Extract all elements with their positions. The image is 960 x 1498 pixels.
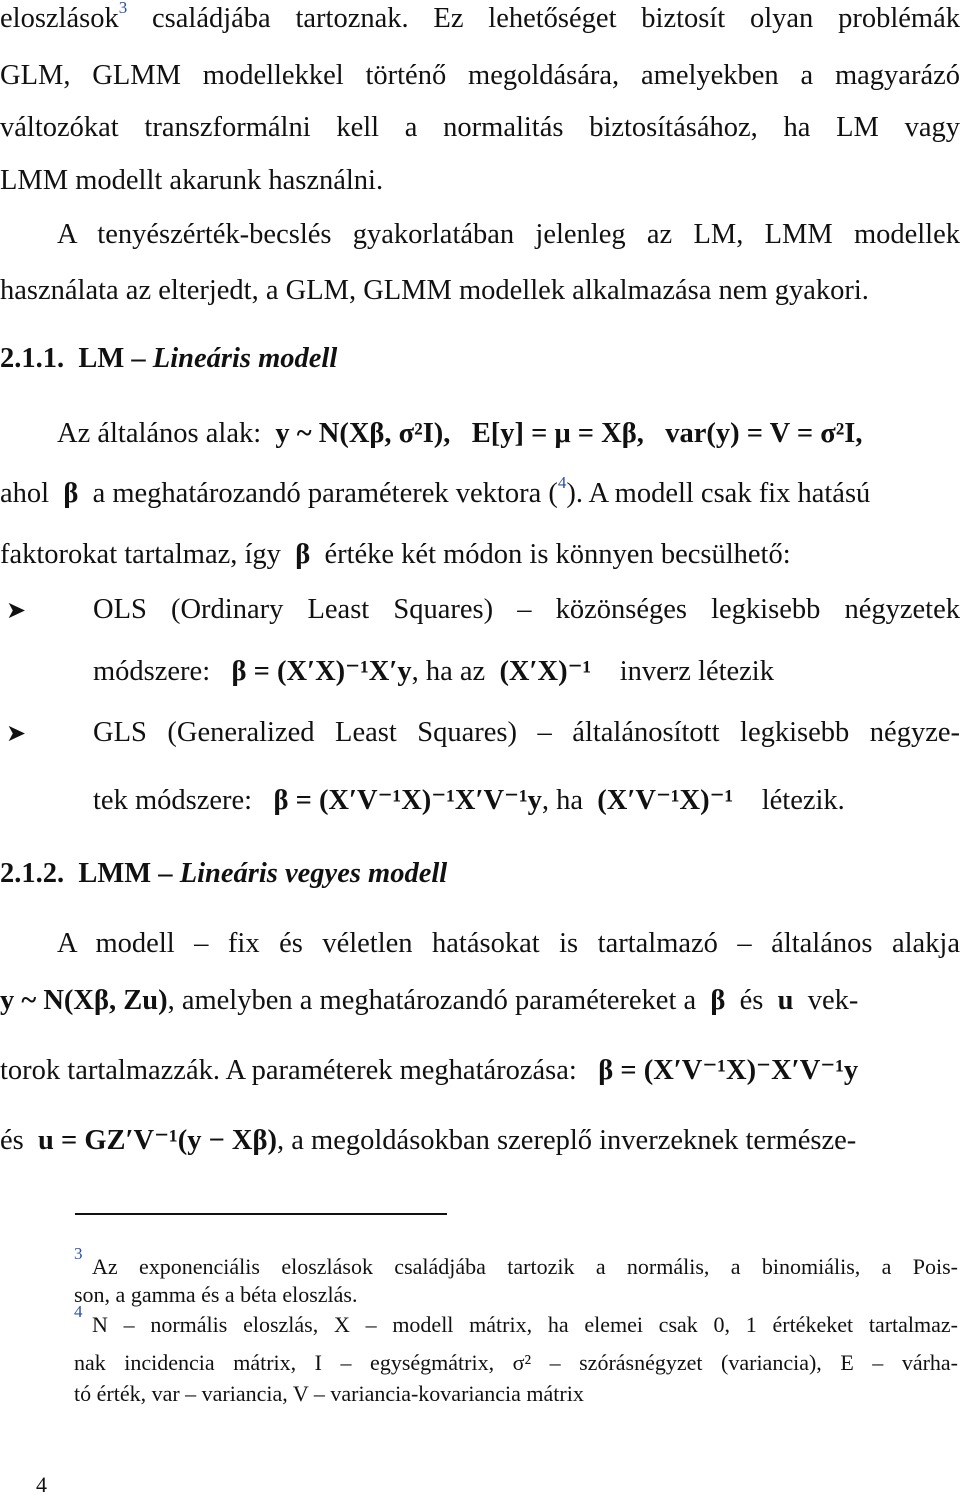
lmm-line2: y ~ N(Xβ, Zu), amelyben a meghatározandó paramétereket a β és u vek- — [0, 985, 859, 1016]
section-heading-lmm: 2.1.2. LMM – Lineáris vegyes modell — [0, 858, 448, 889]
lmm-formula: y ~ N(Xβ, Zu) — [0, 985, 168, 1016]
para1-line1 — [0, 2, 960, 36]
formula-distribution: y ~ N(Xβ, σ²I), — [275, 418, 451, 449]
footnote-4-line3: tó érték, var – variancia, V – variancia-kovariancia mátrix — [74, 1381, 584, 1406]
ols-line: OLS (Ordinary Least Squares) – közönséges legkisebb négyzetek — [93, 594, 960, 625]
para1-line2: GLM, GLMM modellekkel történő megoldására, amelyekben a magyarázó — [0, 60, 960, 91]
gls-formula: β = (X′V⁻¹X)⁻¹X′V⁻¹y — [273, 785, 542, 816]
para1-text: családjába tartoznak. Ez lehetőséget biztosít olyan problémák — [127, 3, 960, 34]
section-heading-lm: 2.1.1. LM – Lineáris modell — [0, 343, 338, 374]
footnote-ref-3[interactable]: 3 — [118, 0, 128, 17]
gls-condition: (X′V⁻¹X)⁻¹ — [597, 785, 734, 816]
footnote-ref-4[interactable]: 4 — [557, 472, 567, 492]
ols-method-line: módszere: β = (X′X)⁻¹X′y, ha az (X′X)⁻¹ inverz létezik — [93, 656, 774, 687]
ols-formula: β = (X′X)⁻¹X′y — [231, 656, 412, 687]
footnote-mark-4: 4 — [74, 1301, 83, 1321]
general-form-label: Az általános alak: — [57, 418, 262, 449]
general-form-line — [57, 417, 960, 451]
para1-line3: változókat transzformálni kell a normalitás biztosításához, ha LM vagy — [0, 112, 960, 143]
para2-line2: használata az elterjedt, a GLM, GLMM modellek alkalmazása nem gyakori. — [0, 275, 869, 306]
para1-text: eloszlások — [0, 3, 119, 34]
footnote-3-line1: Az exponenciális eloszlások családjába tartozik a normális, a binomiális, a Pois- — [92, 1254, 958, 1279]
beta-symbol: β — [710, 985, 726, 1016]
u-estimate-formula: u = GZ′V⁻¹(y − Xβ) — [38, 1125, 278, 1156]
lmm-line1: A modell – fix és véletlen hatásokat is tartalmazó – általános alakja — [57, 928, 960, 959]
ahol-line: ahol β a meghatározandó paraméterek vektora ($^4$). A modell csak fix hatású — [0, 472, 871, 509]
beta-estimate-formula: β = (X′V⁻¹X)⁻X′V⁻¹y — [598, 1055, 859, 1086]
para1-line4: LMM modellt akarunk használni. — [0, 165, 384, 196]
footnote-4 — [74, 1301, 83, 1336]
formula-expectation: E[y] = μ = Xβ, — [471, 418, 644, 449]
bullet-arrow-icon: ➤ — [6, 721, 27, 747]
lmm-line3: torok tartalmazzák. A paraméterek meghatározása: β = (X′V⁻¹X)⁻X′V⁻¹y — [0, 1055, 859, 1086]
u-symbol: u — [777, 985, 794, 1016]
footnote-mark-3: 3 — [74, 1243, 83, 1263]
formula-variance: var(y) = V = σ²I, — [665, 418, 863, 449]
gls-method-line: tek módszere: β = (X′V⁻¹X)⁻¹X′V⁻¹y, ha (X′V⁻¹X)⁻¹ létezik. — [93, 785, 845, 816]
faktorokat-line: faktorokat tartalmaz, így β értéke két módon is könnyen becsülhető: — [0, 539, 791, 570]
footnote-3-line2: son, a gamma és a béta eloszlás. — [74, 1282, 358, 1307]
para2-line1: A tenyészérték-becslés gyakorlatában jelenleg az LM, LMM modellek — [57, 219, 960, 250]
beta-symbol: β — [63, 478, 79, 509]
bullet-arrow-icon: ➤ — [6, 598, 27, 624]
beta-symbol: β — [295, 539, 311, 570]
footnote-3 — [74, 1243, 83, 1278]
footnote-4-line1: N – normális eloszlás, X – modell mátrix, ha elemei csak 0, 1 értékeket tartalmaz- — [92, 1312, 958, 1337]
page-number: 4 — [36, 1472, 47, 1497]
footnote-4-line2: nak incidencia mátrix, I – egységmátrix, σ² – szórásnégyzet (variancia), E – várha- — [74, 1350, 958, 1375]
lmm-line4: és u = GZ′V⁻¹(y − Xβ), a megoldásokban szereplő inverzeknek természe- — [0, 1125, 857, 1156]
ols-condition: (X′X)⁻¹ — [499, 656, 592, 687]
gls-line: GLS (Generalized Least Squares) – általánosított legkisebb négyze- — [93, 717, 960, 748]
footnote-divider — [75, 1213, 447, 1215]
